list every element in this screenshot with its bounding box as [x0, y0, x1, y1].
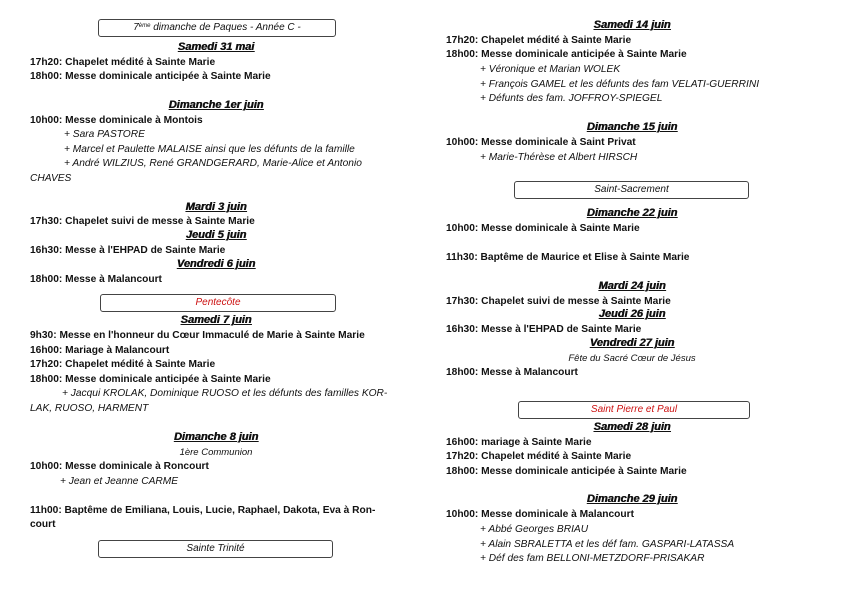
intention-line: + André WILZIUS, René GRANDGERARD, Marie-Alice et Antonio: [64, 158, 362, 169]
intention-line: + Alain SBRALETTA et les déf fam. GASPARI-LATASSA: [480, 539, 735, 550]
event-time: 17h20:: [30, 57, 63, 68]
day-heading: Samedi 7 juin: [180, 314, 252, 326]
day-heading: Dimanche 15 juin: [586, 121, 678, 133]
event-line: [30, 215, 255, 228]
event-line: [446, 465, 687, 478]
event-time: 17h30:: [446, 296, 479, 307]
event-time: 9h30:: [30, 330, 57, 341]
event-line: [446, 508, 634, 521]
event-text: Chapelet médité à Sainte Marie: [62, 359, 216, 370]
blessed-sacrament-box: Saint-Sacrement: [514, 181, 749, 199]
day-heading: Samedi 31 mai: [177, 41, 255, 53]
event-text: Chapelet médité à Sainte Marie: [478, 451, 632, 462]
season-ordinal: ème: [138, 23, 151, 29]
event-text: Messe dominicale anticipée à Sainte Marie: [478, 466, 687, 477]
event-time: 17h20:: [30, 359, 63, 370]
day-heading: Samedi 28 juin: [593, 421, 671, 433]
intention-line: + Jean et Jeanne CARME: [60, 476, 179, 487]
saints-peter-paul-box: Saint Pierre et Paul: [518, 401, 750, 419]
day-heading: Dimanche 22 juin: [586, 207, 678, 219]
event-line: [30, 504, 375, 517]
event-text: Baptême de Maurice et Elise à Sainte Marie: [477, 252, 690, 263]
event-time: 18h00:: [30, 374, 63, 385]
event-text: Messe à l'EHPAD de Sainte Marie: [62, 245, 226, 256]
day-heading: Samedi 14 juin: [593, 19, 671, 31]
event-time: 11h00:: [30, 505, 62, 516]
intention-line: + Sara PASTORE: [64, 129, 145, 140]
event-time: 10h00:: [446, 509, 479, 520]
event-time: 18h00:: [446, 466, 479, 477]
event-text: Messe en l'honneur du Cœur Immaculé de Marie à Sainte Marie: [56, 330, 365, 341]
day-heading: Dimanche 8 juin: [173, 431, 259, 443]
intention-line: + Déf des fam BELLONI-METZDORF-PRISAKAR: [480, 553, 705, 564]
event-text: Messe dominicale à Malancourt: [478, 509, 634, 520]
event-time: 10h00:: [446, 223, 479, 234]
event-time: 18h00:: [446, 367, 479, 378]
event-time: 18h00:: [30, 274, 63, 285]
event-time: 17h20:: [446, 451, 479, 462]
intention-continuation: CHAVES: [30, 173, 72, 184]
event-line: [30, 329, 365, 342]
event-text: Messe dominicale anticipée à Sainte Marie: [62, 374, 271, 385]
event-continuation: court: [30, 519, 56, 530]
intention-line: + Marie-Thérèse et Albert HIRSCH: [480, 152, 638, 163]
event-line: [446, 450, 631, 463]
event-time: 10h00:: [446, 137, 479, 148]
intention-line: + Marcel et Paulette MALAISE ainsi que les défunts de la famille: [64, 144, 355, 155]
event-time: 18h00:: [30, 71, 63, 82]
season-header-box: [98, 19, 336, 37]
event-line: [446, 436, 592, 449]
event-time: 17h20:: [446, 35, 479, 46]
event-line: [30, 114, 203, 127]
occasion-subtitle: 1ère Communion: [179, 447, 253, 458]
event-line: [30, 56, 215, 69]
event-line: [446, 48, 687, 61]
event-line: [446, 366, 578, 379]
event-time: 11h30:: [446, 252, 478, 263]
intention-line: + Véronique et Marian WOLEK: [480, 64, 621, 75]
day-heading: Mardi 3 juin: [185, 201, 247, 213]
event-line: [30, 244, 225, 257]
intention-line: + Abbé Georges BRIAU: [480, 524, 589, 535]
pentecost-box: Pentecôte: [100, 294, 336, 312]
day-heading: Jeudi 5 juin: [185, 229, 247, 241]
day-heading: Vendredi 6 juin: [176, 258, 256, 270]
trinity-box: Sainte Trinité: [98, 540, 333, 558]
event-text: Messe à l'EHPAD de Sainte Marie: [478, 324, 642, 335]
event-line: [30, 70, 271, 83]
day-heading: Jeudi 26 juin: [598, 308, 666, 320]
day-heading: Dimanche 1er juin: [168, 99, 264, 111]
event-text: Chapelet médité à Sainte Marie: [478, 35, 632, 46]
event-text: Chapelet suivi de messe à Sainte Marie: [478, 296, 671, 307]
event-text: mariage à Sainte Marie: [478, 437, 592, 448]
event-line: [30, 373, 271, 386]
event-text: Messe à Malancourt: [478, 367, 578, 378]
event-line: [446, 251, 689, 264]
event-time: 10h00:: [30, 461, 63, 472]
event-line: [446, 34, 631, 47]
event-text: Mariage à Malancourt: [62, 345, 170, 356]
intention-continuation: LAK, RUOSO, HARMENT: [30, 403, 149, 414]
event-line: [446, 295, 671, 308]
season-number: 7: [133, 22, 139, 33]
event-line: [30, 358, 215, 371]
event-text: Baptême de Emiliana, Louis, Lucie, Raphael, Dakota, Eva à Ron-: [61, 505, 376, 516]
event-line: [446, 323, 641, 336]
event-time: 16h00:: [30, 345, 63, 356]
event-text: Messe dominicale à Saint Privat: [478, 137, 636, 148]
event-text: Messe dominicale à Montois: [62, 115, 203, 126]
event-line: [446, 222, 640, 235]
event-time: 16h00:: [446, 437, 479, 448]
event-time: 16h30:: [446, 324, 479, 335]
intention-line: + Jacqui KROLAK, Dominique RUOSO et les défunts des familles KOR-: [62, 388, 388, 399]
day-heading: Dimanche 29 juin: [586, 493, 678, 505]
event-text: Messe à Malancourt: [62, 274, 162, 285]
event-text: Messe dominicale anticipée à Sainte Marie: [62, 71, 271, 82]
event-text: Chapelet médité à Sainte Marie: [62, 57, 216, 68]
season-title: dimanche de Paques - Année C -: [150, 22, 301, 33]
event-text: Chapelet suivi de messe à Sainte Marie: [62, 216, 255, 227]
event-text: Messe dominicale à Roncourt: [62, 461, 209, 472]
day-heading: Vendredi 27 juin: [589, 337, 675, 349]
event-time: 10h00:: [30, 115, 63, 126]
intention-line: + François GAMEL et les défunts des fam VELATI-GUERRINI: [480, 79, 760, 90]
event-text: Messe dominicale anticipée à Sainte Marie: [478, 49, 687, 60]
event-line: [446, 136, 636, 149]
intention-line: + Défunts des fam. JOFFROY-SPIEGEL: [480, 93, 663, 104]
event-line: [30, 273, 162, 286]
event-line: [30, 344, 169, 357]
event-time: 17h30:: [30, 216, 63, 227]
day-heading: Mardi 24 juin: [598, 280, 666, 292]
occasion-subtitle: Fête du Sacré Cœur de Jésus: [568, 353, 696, 364]
event-time: 18h00:: [446, 49, 479, 60]
event-text: Messe dominicale à Sainte Marie: [478, 223, 640, 234]
event-time: 16h30:: [30, 245, 63, 256]
event-line: [30, 460, 209, 473]
